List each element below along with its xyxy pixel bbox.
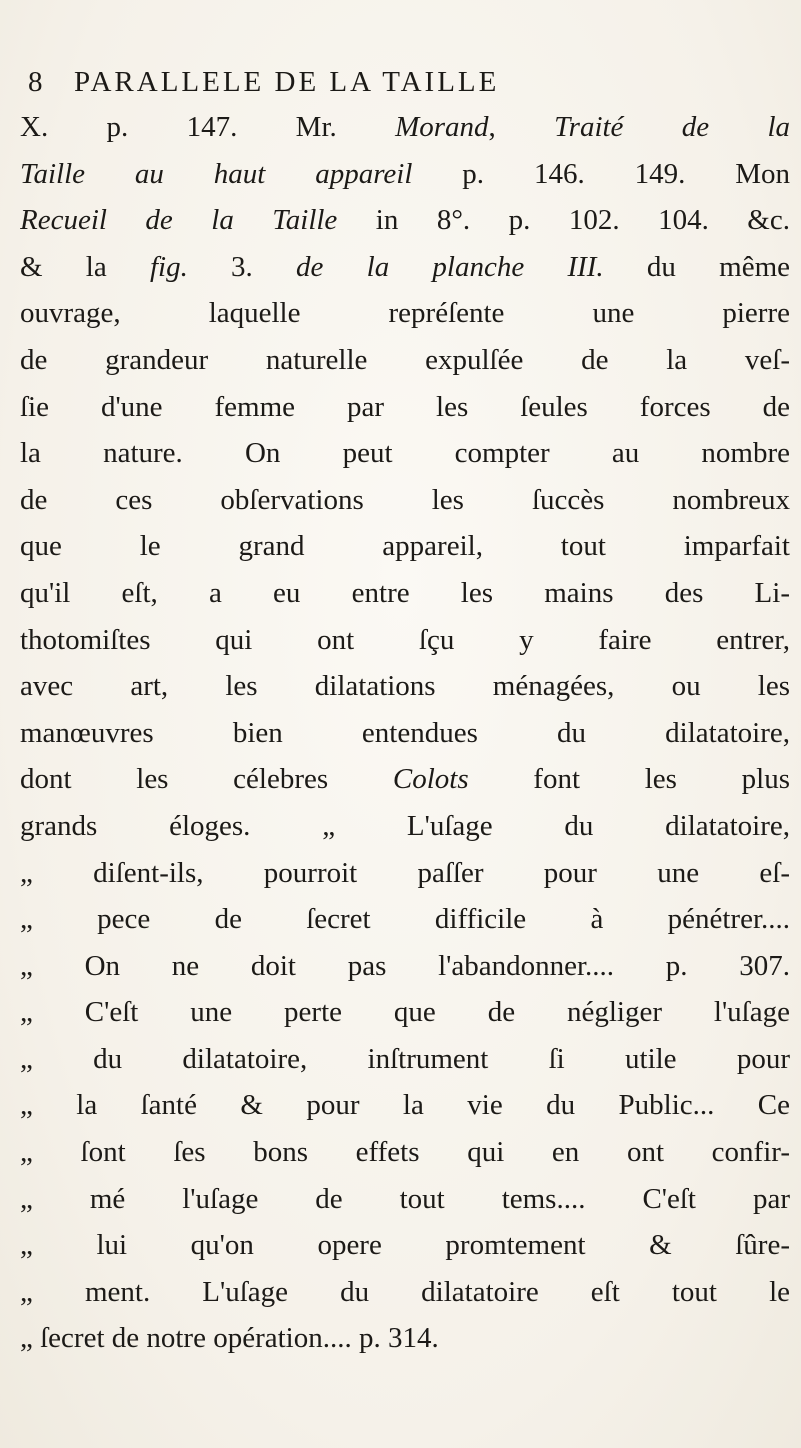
text-run: la nature. On peut compter au nombre <box>20 437 790 470</box>
text-line <box>20 1036 790 1083</box>
text-line <box>20 896 790 943</box>
text-line <box>20 756 790 803</box>
text-run: „ pece de ſecret difficile à pénétrer.... <box>20 903 790 936</box>
text-run: „ On ne doit pas l'abandonner.... p. 307. <box>20 949 790 982</box>
text-run: avec art, les dilatations ménagées, ou les <box>20 670 790 703</box>
text-run: manœuvres bien entendues du dilatatoire, <box>20 716 790 749</box>
text-run: de ces obſervations les ſuccès nombreux <box>20 483 790 516</box>
text-run: ſie d'une femme par les ſeules forces de <box>20 390 790 423</box>
text-line <box>20 477 790 524</box>
text-run: & la <box>20 250 150 283</box>
text-run: de grandeur naturelle expulſée de la veſ- <box>20 343 790 376</box>
text-run: „ lui qu'on opere promtement & ſûre- <box>20 1229 790 1262</box>
text-line <box>20 617 790 664</box>
text-run: font les plus <box>468 763 790 796</box>
italic-run: fig. <box>149 250 188 283</box>
text-line <box>20 1315 790 1362</box>
text-line <box>20 1082 790 1129</box>
text-run: „ ſont ſes bons effets qui en ont confir- <box>20 1136 790 1169</box>
text-line <box>20 803 790 850</box>
text-run: „ diſent-ils, pourroit paſſer pour une eſ- <box>20 856 790 889</box>
text-line <box>20 104 790 151</box>
text-run: „ du dilatatoire, inſtrument ſi utile pour <box>20 1042 790 1075</box>
text-run: in 8°. p. 102. 104. &c. <box>337 204 790 237</box>
page-number: 8 <box>28 66 46 98</box>
text-line <box>20 663 790 710</box>
running-header <box>28 66 688 106</box>
text-line <box>20 1129 790 1176</box>
text-run: „ ment. L'uſage du dilatatoire eſt tout le <box>20 1275 790 1308</box>
text-run: thotomiſtes qui ont ſçu y faire entrer, <box>20 623 790 656</box>
text-line <box>20 1222 790 1269</box>
text-line <box>20 943 790 990</box>
text-line <box>20 337 790 384</box>
text-line <box>20 244 790 291</box>
text-run: dont les célebres <box>20 763 393 796</box>
italic-run: Colots <box>392 763 469 796</box>
text-run: „ la ſanté & pour la vie du Public... Ce <box>20 1089 790 1122</box>
text-run: 3. <box>187 250 297 283</box>
italic-run: Morand <box>395 111 489 143</box>
text-line <box>20 850 790 897</box>
text-run: qu'il eſt, a eu entre les mains des Li- <box>20 576 790 609</box>
text-run: grands éloges. „ L'uſage du dilatatoire, <box>20 809 790 842</box>
text-line <box>20 151 790 198</box>
text-line <box>20 989 790 1036</box>
text-run: „ mé l'uſage de tout tems.... C'eſt par <box>20 1182 790 1215</box>
text-line <box>20 430 790 477</box>
text-run: du même <box>603 250 790 283</box>
text-line <box>20 384 790 431</box>
text-line <box>20 523 790 570</box>
text-line <box>20 570 790 617</box>
text-line <box>20 1269 790 1316</box>
italic-run: Taille au haut appareil <box>20 157 413 190</box>
italic-run: de la planche III. <box>296 250 604 283</box>
body-text <box>20 104 790 1362</box>
text-run: que le grand appareil, tout imparfait <box>20 530 790 563</box>
text-run: X. p. 147. Mr. <box>20 111 396 143</box>
text-line <box>20 197 790 244</box>
text-run: „ ſecret de notre opération.... p. 314. <box>20 1322 439 1355</box>
text-run: , <box>488 111 555 143</box>
text-run: „ C'eſt une perte que de négliger l'uſage <box>20 996 790 1029</box>
text-line <box>20 1176 790 1223</box>
text-line <box>20 710 790 757</box>
running-title: PARALLELE DE LA TAILLE <box>74 66 500 98</box>
italic-run: Recueil de la Taille <box>20 204 338 237</box>
text-run: ouvrage, laquelle repréſente une pierre <box>20 297 790 330</box>
italic-run: Traité de la <box>554 111 790 143</box>
text-line <box>20 290 790 337</box>
text-run: p. 146. 149. Mon <box>412 157 790 190</box>
